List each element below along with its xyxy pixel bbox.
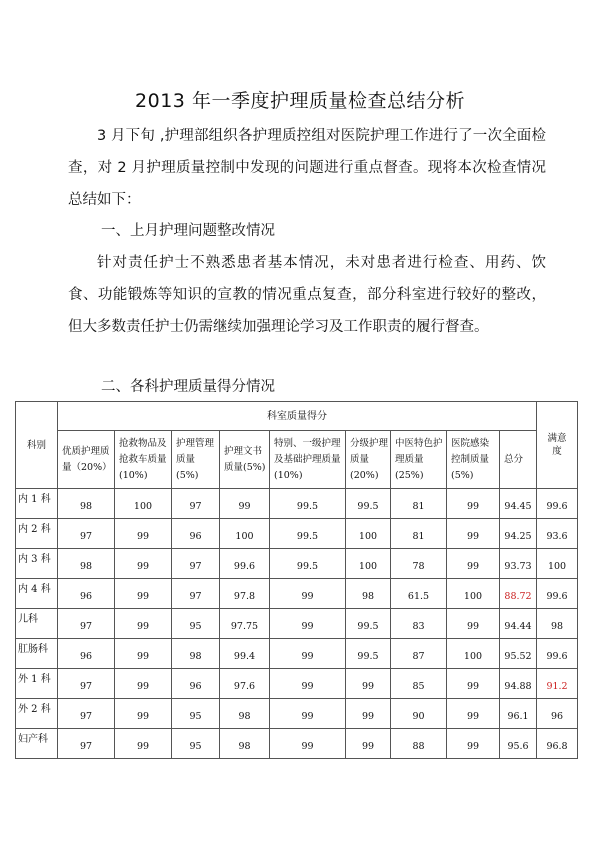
score-cell: 99 xyxy=(447,549,500,579)
score-cell: 99 xyxy=(220,489,270,519)
dept-cell: 肛肠科 xyxy=(16,639,58,669)
satisfaction-cell: 98 xyxy=(537,609,578,639)
score-cell: 96 xyxy=(172,519,220,549)
score-cell: 99 xyxy=(447,489,500,519)
score-cell: 78 xyxy=(391,549,447,579)
score-cell: 95 xyxy=(172,699,220,729)
score-cell: 99 xyxy=(447,699,500,729)
score-cell: 99 xyxy=(346,729,391,759)
score-cell: 95 xyxy=(172,609,220,639)
score-cell: 98 xyxy=(220,729,270,759)
satisfaction-cell: 91.2 xyxy=(537,669,578,699)
score-cell: 97 xyxy=(172,579,220,609)
score-cell: 97 xyxy=(172,489,220,519)
total-score-cell: 88.72 xyxy=(500,579,537,609)
dept-cell: 儿科 xyxy=(16,609,58,639)
score-cell: 99 xyxy=(270,579,346,609)
score-cell: 99 xyxy=(115,699,172,729)
score-cell: 90 xyxy=(391,699,447,729)
score-cell: 100 xyxy=(115,489,172,519)
satisfaction-cell: 99.6 xyxy=(537,579,578,609)
dept-header: 科别 xyxy=(16,402,58,489)
score-cell: 99 xyxy=(270,669,346,699)
score-cell: 88 xyxy=(391,729,447,759)
column-header: 抢救物品及抢救车质量(10%) xyxy=(115,431,172,489)
score-cell: 97 xyxy=(58,729,115,759)
score-cell: 99.5 xyxy=(346,639,391,669)
score-cell: 99 xyxy=(115,669,172,699)
score-cell: 99 xyxy=(270,609,346,639)
dept-cell: 内 2 科 xyxy=(16,519,58,549)
score-cell: 99.5 xyxy=(270,519,346,549)
score-cell: 98 xyxy=(220,699,270,729)
column-header: 优质护理质量（20%） xyxy=(58,431,115,489)
dept-cell: 外 1 科 xyxy=(16,669,58,699)
score-cell: 98 xyxy=(172,639,220,669)
column-header: 护理文书质量(5%) xyxy=(220,431,270,489)
total-score-cell: 95.52 xyxy=(500,639,537,669)
score-cell: 98 xyxy=(58,549,115,579)
score-cell: 81 xyxy=(391,489,447,519)
satisfaction-cell: 99.6 xyxy=(537,489,578,519)
score-cell: 85 xyxy=(391,669,447,699)
score-cell: 97 xyxy=(172,549,220,579)
table-row xyxy=(16,579,578,609)
score-cell: 99 xyxy=(115,519,172,549)
score-cell: 95 xyxy=(172,729,220,759)
document-title: 2013 年一季度护理质量检查总结分析 xyxy=(135,90,465,112)
score-cell: 96 xyxy=(58,639,115,669)
satisfaction-cell: 96.8 xyxy=(537,729,578,759)
score-cell: 97 xyxy=(58,609,115,639)
score-cell: 99 xyxy=(270,729,346,759)
score-cell: 97.75 xyxy=(220,609,270,639)
column-header: 中医特色护理质量(25%) xyxy=(391,431,447,489)
score-cell: 96 xyxy=(172,669,220,699)
score-cell: 97 xyxy=(58,669,115,699)
table-row xyxy=(16,549,578,579)
score-cell: 99.5 xyxy=(270,549,346,579)
score-cell: 99 xyxy=(346,669,391,699)
dept-cell: 内 1 科 xyxy=(16,489,58,519)
score-cell: 99 xyxy=(447,609,500,639)
score-cell: 99 xyxy=(447,519,500,549)
score-cell: 97.6 xyxy=(220,669,270,699)
section-2-heading: 二、各科护理质量得分情况 xyxy=(101,379,275,395)
section-1-heading: 一、上月护理问题整改情况 xyxy=(101,223,275,239)
satisfaction-cell: 100 xyxy=(537,549,578,579)
section-1-paragraph: 针对责任护士不熟悉患者基本情况，未对患者进行检查、用药、饮食、功能锻炼等知识的宣教的情况重点复查，部分科室进行较好的整改，但大多数责任护士仍需继续加强理论学习及工作职责的履行督查。 xyxy=(68,255,546,335)
total-score-cell: 96.1 xyxy=(500,699,537,729)
total-score-cell: 94.44 xyxy=(500,609,537,639)
score-cell: 100 xyxy=(447,579,500,609)
column-header: 护理管理质量(5%) xyxy=(172,431,220,489)
satisfaction-cell: 96 xyxy=(537,699,578,729)
quality-score-table xyxy=(15,401,578,759)
dept-cell: 内 3 科 xyxy=(16,549,58,579)
score-cell: 61.5 xyxy=(391,579,447,609)
score-cell: 87 xyxy=(391,639,447,669)
table-row xyxy=(16,609,578,639)
dept-cell: 妇产科 xyxy=(16,729,58,759)
score-cell: 99.5 xyxy=(346,609,391,639)
score-cell: 100 xyxy=(447,639,500,669)
score-cell: 96 xyxy=(58,579,115,609)
score-cell: 100 xyxy=(346,519,391,549)
column-header: 分级护理质量(20%) xyxy=(346,431,391,489)
total-score-cell: 95.6 xyxy=(500,729,537,759)
score-cell: 99 xyxy=(270,699,346,729)
score-cell: 99 xyxy=(447,729,500,759)
table-row xyxy=(16,519,578,549)
column-header: 总分 xyxy=(500,431,537,489)
satisfaction-header: 满意度 xyxy=(537,402,578,489)
satisfaction-cell: 93.6 xyxy=(537,519,578,549)
column-header: 医院感染控制质量(5%) xyxy=(447,431,500,489)
table-row xyxy=(16,639,578,669)
total-score-cell: 94.45 xyxy=(500,489,537,519)
score-cell: 97 xyxy=(58,699,115,729)
dept-cell: 内 4 科 xyxy=(16,579,58,609)
table-row xyxy=(16,489,578,519)
intro-paragraph: 3 月下旬 ,护理部组织各护理质控组对医院护理工作进行了一次全面检查，对 2 月护理质量控制中发现的问题进行重点督查。现将本次检查情况总结如下： xyxy=(68,128,546,208)
score-cell: 99 xyxy=(115,729,172,759)
total-score-cell: 94.25 xyxy=(500,519,537,549)
satisfaction-cell: 99.6 xyxy=(537,639,578,669)
table-row xyxy=(16,699,578,729)
score-cell: 99.5 xyxy=(270,489,346,519)
score-cell: 99.6 xyxy=(220,549,270,579)
score-cell: 99 xyxy=(115,609,172,639)
score-cell: 98 xyxy=(346,579,391,609)
score-cell: 100 xyxy=(346,549,391,579)
score-cell: 99 xyxy=(346,699,391,729)
score-cell: 99 xyxy=(115,579,172,609)
group-header: 科室质量得分 xyxy=(58,402,537,431)
table-row xyxy=(16,669,578,699)
score-cell: 98 xyxy=(58,489,115,519)
score-cell: 83 xyxy=(391,609,447,639)
score-cell: 99.5 xyxy=(346,489,391,519)
total-score-cell: 94.88 xyxy=(500,669,537,699)
score-cell: 99 xyxy=(115,549,172,579)
total-score-cell: 93.73 xyxy=(500,549,537,579)
score-cell: 97 xyxy=(58,519,115,549)
column-header: 特别、一级护理及基础护理质量(10%) xyxy=(270,431,346,489)
score-cell: 97.8 xyxy=(220,579,270,609)
score-cell: 100 xyxy=(220,519,270,549)
table-row xyxy=(16,729,578,759)
score-cell: 99 xyxy=(115,639,172,669)
score-cell: 99 xyxy=(270,639,346,669)
score-cell: 99.4 xyxy=(220,639,270,669)
score-cell: 99 xyxy=(447,669,500,699)
dept-cell: 外 2 科 xyxy=(16,699,58,729)
score-cell: 81 xyxy=(391,519,447,549)
